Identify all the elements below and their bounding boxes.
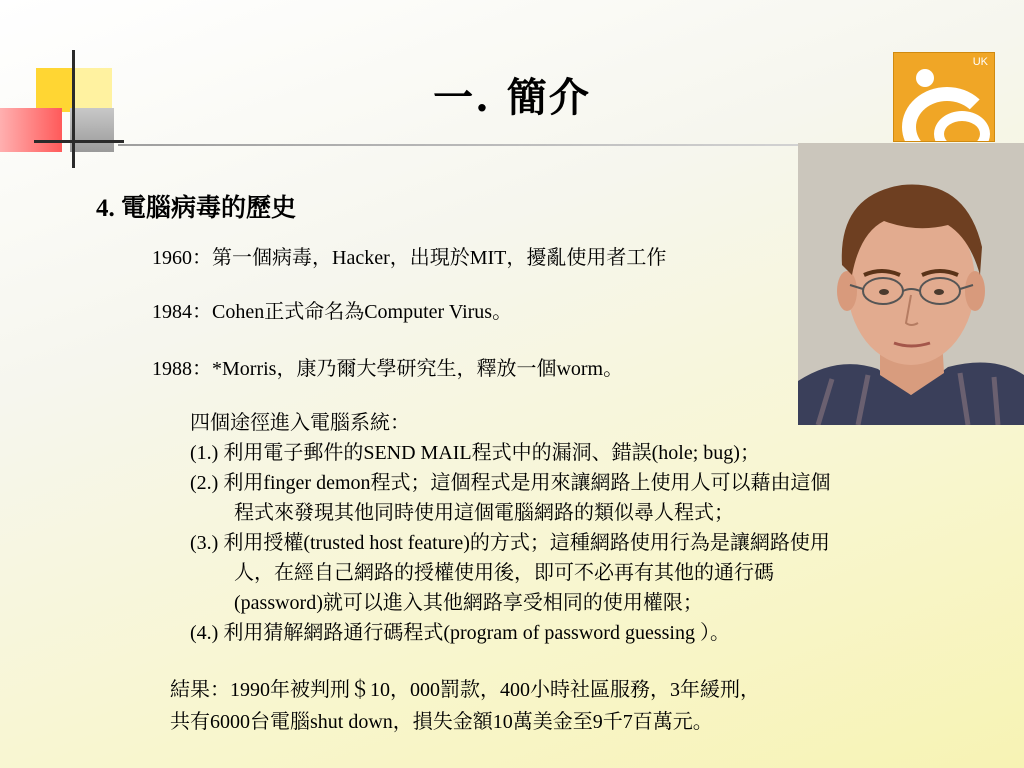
logo-text: UK [972, 56, 988, 68]
timeline-item-1984: 1984：Cohen正式命名為Computer Virus。 [152, 301, 513, 323]
timeline-item-1960: 1960：第一個病毒，Hacker，出現於MIT，擾亂使用者工作 [152, 247, 667, 269]
portrait-illustration [798, 143, 1024, 425]
result-paragraph [170, 674, 760, 738]
methods-list [190, 408, 831, 648]
result-line-1: 結果：1990年被判刑＄10，000罰款，400小時社區服務，3年緩刑， [170, 679, 760, 701]
section-heading: 4. 電腦病毒的歷史 [96, 195, 297, 222]
method-item-3-continued-2: (password)就可以進入其他網路享受相同的使用權限； [234, 592, 703, 614]
timeline-item-1988: 1988：*Morris，康乃爾大學研究生，釋放一個worm。 [152, 358, 624, 380]
result-line-2: 共有6000台電腦shut down，損失金額10萬美金至9千7百萬元。 [170, 711, 713, 733]
method-item-2-continued: 程式來發現其他同時使用這個電腦網路的類似尋人程式； [234, 502, 734, 524]
method-item-3: (3.) 利用授權(trusted host feature)的方式；這種網路使用行為是讓網路使用 [190, 532, 830, 554]
methods-intro: 四個途徑進入電腦系統： [190, 412, 410, 434]
method-item-3-continued: 人，在經自己網路的授權使用後，即可不必再有其他的通行碼 [234, 562, 774, 584]
slide-title: 一. 簡介 [433, 74, 591, 121]
portrait-photo [798, 143, 1024, 425]
title-underline [118, 144, 878, 146]
decor-horizontal-line-short [34, 140, 124, 143]
method-item-1: (1.) 利用電子郵件的SEND MAIL程式中的漏洞、錯誤(hole; bug)； [190, 442, 760, 464]
method-item-2: (2.) 利用finger demon程式；這個程式是用來讓網路上使用人可以藉由這個 [190, 472, 831, 494]
method-item-4: (4.) 利用猜解網路通行碼程式(program of password guessing ）。 [190, 622, 730, 644]
